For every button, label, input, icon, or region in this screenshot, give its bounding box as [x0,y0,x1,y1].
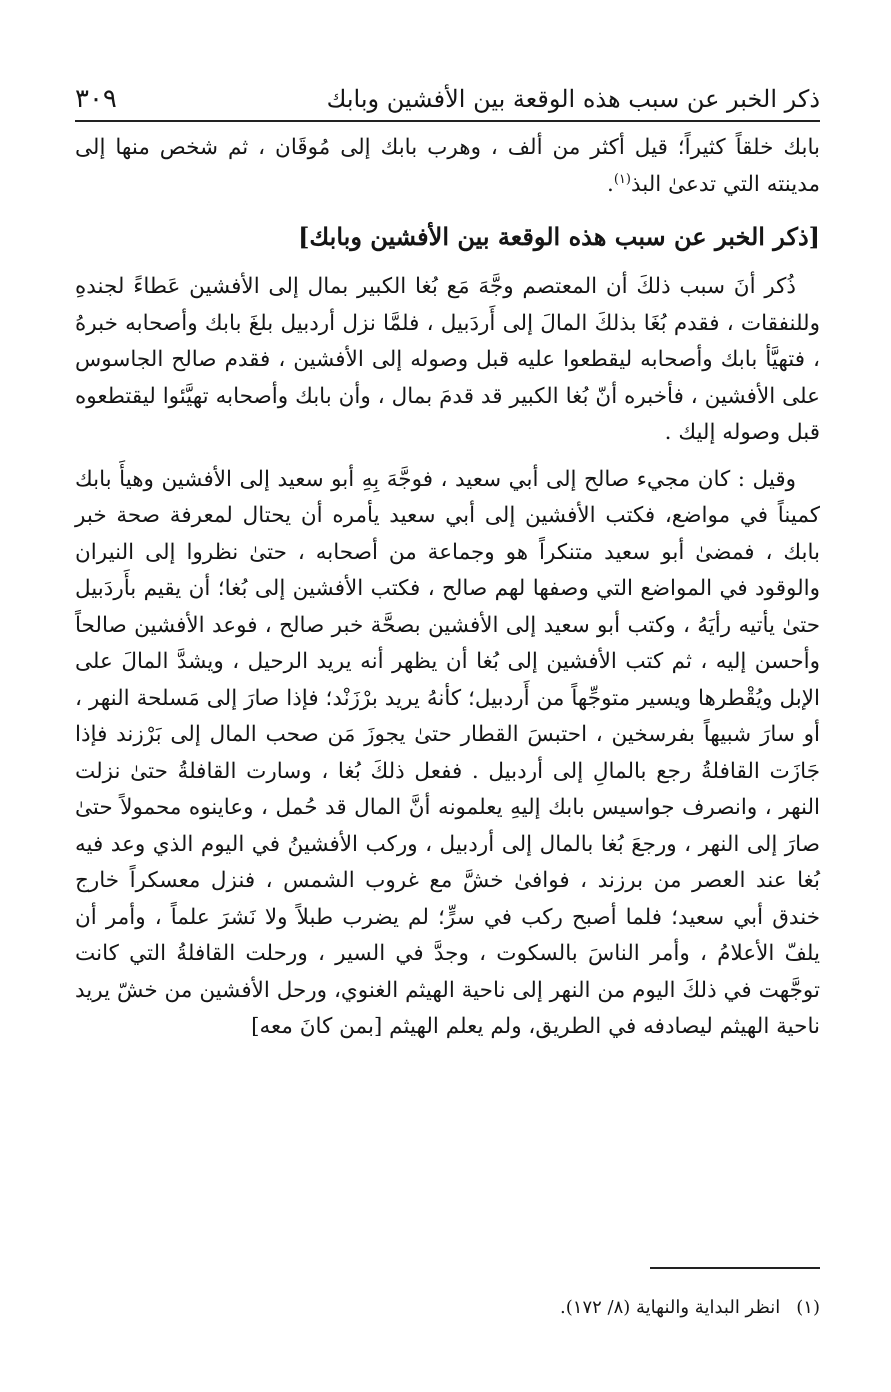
paragraph-2: وقيل : كان مجيء صالح إلى أبي سعيد ، فوجَّهَ بِهِ أبو سعيد إلى الأفشين وهيأَ بابك كميناً في مواضع، فكتب الأفشين إلى أبي سعيد يأمره أن يحتال لمعرفة صحة خبر بابك ، فمضىٰ أبو سعيد متنكراً هو وجماعة من أصحابه ، حتىٰ نظروا إلى النيران والوقود في المواضع التي وصفها لهم صالح ، فكتب الأفشين إلى بُغا؛ أن يقيم بأَردَبيل حتىٰ يأتيه رأيَهُ ، وكتب أبو سعيد إلى الأفشين بصحَّة خبر صالح ، فوعد الأفشين صالحاً وأحسن إليه ، ثم كتب الأفشين إلى بُغا أن يظهر أنه يريد الرحيل ، ويشدَّ المالَ على الإبل ويُقْطرها ويسير متوجِّهاً من أَردبيل؛ كأنهُ يريد برْزَنْد؛ فإذا صارَ إلى مَسلحة النهر ، أو سارَ شبيهاً بفرسخين ، احتبسَ القطار حتىٰ يجوزَ مَن صحب المال إلى بَرْزند فإذا جَازَت القافلةُ رجع بالمالِ إلى أردبيل . ففعل ذلكَ بُغا ، وسارت القافلةُ حتىٰ نزلت النهر ، وانصرف جواسيس بابك إليهِ يعلمونه أنَّ المال قد حُمل ، وعاينوه محمولاً حتىٰ صارَ إلى النهر ، ورجعَ بُغا بالمال إلى أردبيل ، وركب الأفشينُ في اليوم الذي وعد فيه بُغا عند العصر من برزند ، فوافىٰ خشَّ مع غروب الشمس ، فنزل معسكراً خارج خندق أبي سعيد؛ فلما أصبح ركب في سرٍّ؛ لم يضرب طبلاً ولا نَشرَ علماً ، وأمر أن يلفّ الأعلامُ ، وأمر الناسَ بالسكوت ، وجدَّ في السير ، ورحلت القافلةُ التي كانت توجَّهت في ذلكَ اليوم من النهر إلى ناحية الهيثم الغنوي، ورحل الأفشين من خشّ يريد ناحية الهيثم ليصادفه في الطريق، ولم يعلم الهيثم [بمن كانَ معه] [75,466,820,1039]
footnote [75,1295,820,1321]
section-heading: [ذكر الخبر عن سبب هذه الوقعة بين الأفشين وبابك] [298,222,820,251]
running-title: ذكر الخبر عن سبب هذه الوقعة بين الأفشين وبابك [326,85,820,113]
intro-text: بابك خلقاً كثيراً؛ قيل أكثر من ألف ، وهرب بابك إلى مُوقَان ، ثم شخص منها إلى مدينته التي تدعىٰ البذ [75,135,820,197]
page-header [75,72,820,114]
footnote-divider [650,1267,820,1269]
intro-paragraph [75,130,820,203]
footnote-text: انظر البداية والنهاية (٨/ ١٧٢). [560,1297,781,1318]
page-number: ٣٠٩ [75,84,117,114]
footnote-reference: (١) [613,171,631,187]
header-divider [75,120,820,122]
book-page [75,60,820,1360]
footnote-marker: (١) [796,1297,820,1318]
paragraph-1: ذُكر أنَ سبب ذلكَ أن المعتصم وجَّهَ مَع بُغا الكبير بمال إلى الأفشين عَطاءً لجندهِ وللنفقات ، فقدم بُغَا بذلكَ المالَ إلى أَردَبيل ، فلمَّا نزل أردبيل بلغَ بابك وأصحابه خبرهُ ، فتهيَّأ بابك وأصحابه ليقطعوا عليه قبل وصوله إلى الأفشين ، فقدم صالح الجاسوس على الأفشين ، فأخبره أنّ بُغا الكبير قد قدمَ بمال ، وأن بابك وأصحابه تهيَّئوا ليقتطعوه قبل وصوله إليك . [75,274,820,445]
intro-end: . [606,171,614,197]
body-text [75,130,820,1046]
